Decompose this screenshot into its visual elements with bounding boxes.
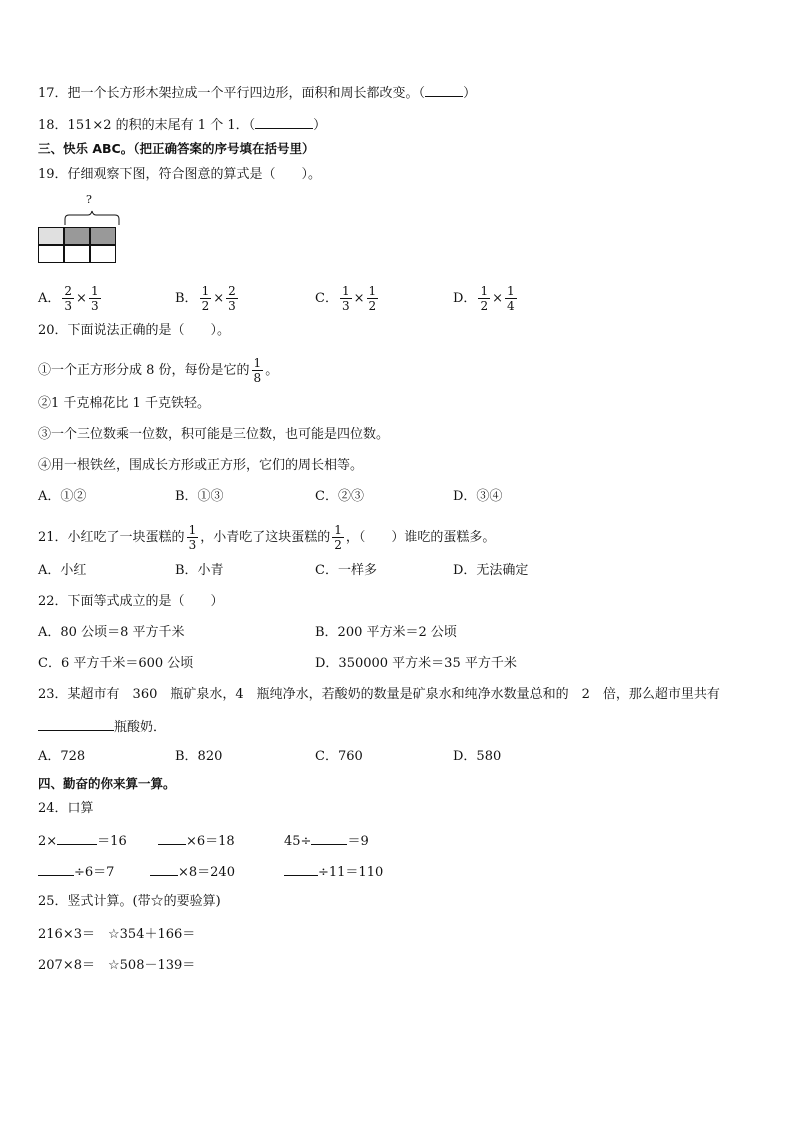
fraction: $\frac{2}{3}$ xyxy=(228,284,236,313)
option-a[interactable]: A．小红 xyxy=(38,563,87,578)
option-b[interactable]: B．小青 xyxy=(175,563,224,578)
answer-blank[interactable] xyxy=(425,84,463,97)
question-text: 竖式计算。(带☆的要验算) xyxy=(67,894,221,909)
question-19 xyxy=(38,167,321,183)
question-text: ，小青吃了这块蛋糕的 xyxy=(200,530,331,545)
question-text: 把一个长方形木架拉成一个平行四边形，面积和周长都改变。（ xyxy=(67,86,426,101)
question-text: 下面等式成立的是（ ） xyxy=(67,594,224,609)
question-text: 小红吃了一块蛋糕的 xyxy=(67,530,185,545)
option-c[interactable]: C．一样多 xyxy=(315,563,377,578)
option-c[interactable]: C．760 xyxy=(315,749,363,764)
fraction: $\frac{1}{3}$ xyxy=(341,284,350,313)
question-23-line2 xyxy=(38,718,166,736)
option-d[interactable] xyxy=(453,285,519,312)
statement-3: ③一个三位数乘一位数，积可能是三位数，也可能是四位数。 xyxy=(38,427,390,442)
question-24 xyxy=(38,801,94,817)
question-18 xyxy=(38,116,326,134)
statement-2: ②1 千克棉花比 1 千克铁轻。 xyxy=(38,396,210,411)
statement-4: ④用一根铁丝，围成长方形或正方形，它们的周长相等。 xyxy=(38,458,364,473)
option-b[interactable]: B．200 平方米＝2 公顷 xyxy=(315,625,457,640)
option-label: D． xyxy=(453,291,477,306)
answer-blank[interactable] xyxy=(38,718,114,731)
option-c[interactable]: C．②③ xyxy=(315,489,364,504)
option-c[interactable] xyxy=(315,285,380,312)
section-heading-3: 三、快乐 ABC。（把正确答案的序号填在括号里） xyxy=(38,141,315,156)
question-number: 17． xyxy=(38,86,68,101)
figure-question-mark: ? xyxy=(86,193,92,206)
question-text-end: 瓶酸奶． xyxy=(114,720,167,735)
oral-calc-item xyxy=(38,863,114,881)
vertical-calc-item: ☆508－139＝ xyxy=(108,958,196,973)
option-a[interactable]: A．80 公顷＝8 平方千米 xyxy=(38,625,185,640)
question-17 xyxy=(38,84,476,102)
fraction: $\frac{1}{2}$ xyxy=(368,284,377,313)
question-22 xyxy=(38,594,224,610)
question-20 xyxy=(38,323,230,339)
grid-cell xyxy=(64,245,90,263)
fraction: $\frac{1}{2}$ xyxy=(334,523,342,552)
grid-cell xyxy=(38,245,64,263)
option-a[interactable]: A．①② xyxy=(38,489,87,504)
calc-prefix: 45÷ xyxy=(284,834,312,849)
answer-blank[interactable] xyxy=(255,116,313,129)
calc-suffix: ×6＝18 xyxy=(186,834,235,849)
times-sign: × xyxy=(213,291,225,306)
oral-calc-item xyxy=(150,863,235,881)
question-text: 下面说法正确的是（ ）。 xyxy=(67,323,231,338)
option-a[interactable] xyxy=(38,285,103,312)
vertical-calc-item: ☆354＋166＝ xyxy=(108,927,196,942)
answer-blank[interactable] xyxy=(57,832,97,845)
fraction: $\frac{2}{3}$ xyxy=(64,284,73,313)
question-21 xyxy=(38,524,495,551)
oral-calc-item xyxy=(158,832,235,850)
vertical-calc-item: 207×8＝ xyxy=(38,958,95,973)
oral-calc-item xyxy=(284,863,383,881)
times-sign: × xyxy=(76,291,87,306)
question-25 xyxy=(38,894,221,910)
option-label: A． xyxy=(38,291,61,306)
question-text: 151×2 的积的末尾有 1 个 1．（ xyxy=(67,118,256,133)
answer-blank[interactable] xyxy=(311,832,347,845)
grid-cell xyxy=(90,245,116,263)
question-number: 22． xyxy=(38,594,68,609)
calc-suffix: ＝16 xyxy=(97,834,127,849)
question-text-end: ） xyxy=(313,118,327,133)
answer-blank[interactable] xyxy=(158,832,186,845)
option-d[interactable]: D．③④ xyxy=(453,489,503,504)
times-sign: × xyxy=(353,291,365,306)
statement-end: 。 xyxy=(265,363,279,378)
option-label: B． xyxy=(175,291,198,306)
question-text: 某超市有 360 瓶矿泉水，4 瓶纯净水，若酸奶的数量是矿泉水和纯净水数量总和的 2 倍，那么超市里共有 xyxy=(67,687,720,702)
question-number: 25． xyxy=(38,894,68,909)
calc-prefix: 2× xyxy=(38,834,58,849)
fraction: $\frac{1}{3}$ xyxy=(188,523,197,552)
question-number: 18． xyxy=(38,118,68,133)
grid-cell-shaded-dark xyxy=(90,227,116,245)
fraction: $\frac{1}{8}$ xyxy=(253,356,262,385)
question-number: 23． xyxy=(38,687,68,702)
fraction: $\frac{1}{4}$ xyxy=(506,284,515,313)
answer-blank[interactable] xyxy=(150,863,178,876)
fraction: $\frac{1}{2}$ xyxy=(480,284,489,313)
question-text: 口算 xyxy=(67,801,94,816)
question-number: 20． xyxy=(38,323,68,338)
question-23 xyxy=(38,687,720,703)
option-b[interactable]: B．820 xyxy=(175,749,223,764)
grid-cell-shaded-dark xyxy=(64,227,90,245)
brace-icon xyxy=(38,193,120,227)
answer-blank[interactable] xyxy=(284,863,318,876)
calc-suffix: ÷6＝7 xyxy=(74,865,115,880)
statement-1 xyxy=(38,357,278,384)
option-a[interactable]: A．728 xyxy=(38,749,86,764)
question-text-end: ） xyxy=(463,86,477,101)
fraction: $\frac{1}{2}$ xyxy=(201,284,210,313)
question-number: 19． xyxy=(38,167,68,182)
question-text: 仔细观察下图，符合图意的算式是（ ）。 xyxy=(67,167,322,182)
option-b[interactable]: B．①③ xyxy=(175,489,224,504)
option-b[interactable] xyxy=(175,285,240,312)
fraction-figure xyxy=(38,193,120,267)
calc-suffix: ×8＝240 xyxy=(178,865,235,880)
vertical-calc-item: 216×3＝ xyxy=(38,927,95,942)
section-heading-4: 四、勤奋的你来算一算。 xyxy=(38,776,176,791)
option-c[interactable]: C．6 平方千米＝600 公顷 xyxy=(38,656,194,671)
times-sign: × xyxy=(492,291,503,306)
option-label: C． xyxy=(315,291,338,306)
statement-text: ①一个正方形分成 8 份，每份是它的 xyxy=(38,363,250,378)
oral-calc-item xyxy=(284,832,369,850)
option-d[interactable]: D．无法确定 xyxy=(453,563,529,578)
question-number: 24． xyxy=(38,801,68,816)
oral-calc-item xyxy=(38,832,127,850)
calc-suffix: ÷11＝110 xyxy=(318,865,384,880)
option-d[interactable]: D．350000 平方米＝35 平方千米 xyxy=(315,656,517,671)
grid-cell-shaded-light xyxy=(38,227,64,245)
answer-blank[interactable] xyxy=(38,863,74,876)
fraction: $\frac{1}{3}$ xyxy=(90,284,99,313)
option-d[interactable]: D．580 xyxy=(453,749,502,764)
calc-suffix: ＝9 xyxy=(347,834,369,849)
question-number: 21． xyxy=(38,530,68,545)
question-text: ，（ ）谁吃的蛋糕多。 xyxy=(345,530,496,545)
